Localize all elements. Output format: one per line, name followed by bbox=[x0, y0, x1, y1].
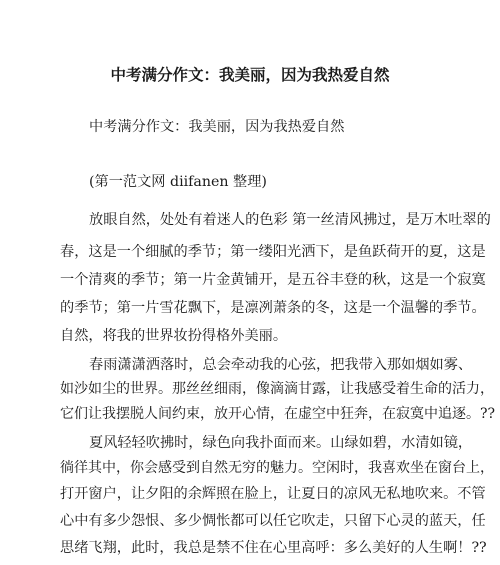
paragraph-1-line: 的季节；第一片雪花飘下，是凛冽萧条的冬，这是一个温馨的季节。 bbox=[60, 300, 486, 316]
document-title: 中考满分作文：我美丽，因为我热爱自然 bbox=[110, 66, 390, 84]
paragraph-1-line: 自然，将我的世界妆扮得格外美丽。 bbox=[60, 328, 288, 344]
paragraph-2-line: 如沙如尘的世界。那丝丝细雨，像滴滴甘露，让我感受着生命的活力， bbox=[60, 381, 494, 397]
paragraph-1-line: 一个清爽的季节；第一片金黄铺开，是五谷丰登的秋，这是一个寂寞 bbox=[60, 272, 486, 288]
paragraph-2-line: 春雨潇潇洒落时，总会牵动我的心弦，把我带入那如烟如雾、 bbox=[89, 357, 473, 373]
paragraph-3-line: 思绪飞翔，此时，我总是禁不住在心里高呼：多么美好的人生啊！?? bbox=[60, 540, 487, 556]
paragraph-3-line: 心中有多少怨恨、多少惆怅都可以任它吹走，只留下心灵的蓝天，任 bbox=[60, 513, 486, 529]
paragraph-3-line: 夏风轻轻吹拂时，绿色向我扑面而来。山绿如碧，水清如镜， bbox=[89, 435, 473, 451]
paragraph-2-line: 它们让我摆脱人间约束，放开心情，在虚空中狂奔，在寂寞中追逐。?? bbox=[60, 406, 496, 422]
document-subtitle: 中考满分作文：我美丽，因为我热爱自然 bbox=[89, 119, 345, 135]
paragraph-3-line: 徜徉其中，你会感受到自然无穷的魅力。空闲时，我喜欢坐在窗台上， bbox=[60, 460, 494, 476]
paragraph-3-line: 打开窗户，让夕阳的余辉照在脸上，让夏日的凉风无私地吹来。不管 bbox=[60, 486, 486, 502]
paragraph-1-line: 春，这是一个细腻的季节；第一缕阳光洒下，是鱼跃荷开的夏，这是 bbox=[60, 244, 486, 260]
paragraph-1-line: 放眼自然，处处有着迷人的色彩 第一丝清风拂过，是万木吐翠的 bbox=[89, 212, 491, 228]
source-note: (第一范文网 diifanen 整理) bbox=[89, 174, 267, 190]
